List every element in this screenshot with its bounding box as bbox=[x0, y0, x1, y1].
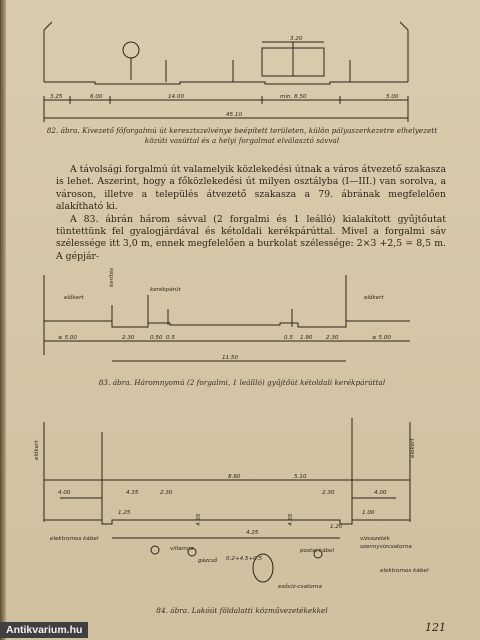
fig83-dim-total: 11.50 bbox=[222, 355, 239, 361]
fig83-dim-2: 2.30 bbox=[122, 335, 135, 341]
fig83-label-bike: kerékpárút bbox=[150, 287, 181, 293]
fig83-dim-5: 0.5 bbox=[284, 335, 293, 341]
page-number: 121 bbox=[425, 621, 446, 634]
fig84-label-tram: villamos bbox=[170, 546, 194, 552]
figure-84-caption: 84. ábra. Lakóút földalatti közművezetékekkel bbox=[156, 606, 328, 615]
fig83-dim-1: ≥ 5.00 bbox=[58, 335, 77, 341]
fig82-dim-tram: 3.20 bbox=[290, 36, 303, 42]
fig84-dim-7: 4.00 bbox=[374, 490, 387, 496]
fig84-label-right-vertical: előkert bbox=[410, 438, 416, 458]
watermark: Antikvarium.hu bbox=[0, 622, 88, 638]
figure-83-cross-section bbox=[0, 265, 480, 385]
fig83-label-curb: kerítés bbox=[109, 267, 115, 287]
fig83-dim-7: 2.30 bbox=[326, 335, 339, 341]
fig84-dim-5: 5.10 bbox=[294, 474, 307, 480]
fig84-label-gas: gázcső bbox=[198, 558, 218, 564]
fig84-label-drain: esővíz-csatorna bbox=[278, 584, 322, 590]
fig84-label-left-vertical: előkert bbox=[34, 440, 40, 460]
paragraph-2: A 83. ábrán három sávval (2 forgalmi és 1 leálló) kialakított gyűjtőutat tüntettünk fel gyalogjárdával és kétoldali kerékpárúttal. Mivel a forgalmi sáv szélessége itt 3,0 m, ennek megfelelően a burkolat szélessége: 2×3 +2,5 = 8,5 m. A gépjár- bbox=[56, 213, 446, 262]
fig82-dim-1: 3.25 bbox=[50, 94, 63, 100]
fig82-dim-total: 45.10 bbox=[226, 112, 243, 118]
fig84-dim-13: 0.2+4.5+0.5 bbox=[226, 556, 263, 562]
fig84-label-cable-left: elektromos kábel bbox=[50, 536, 99, 542]
fig83-dim-6: 1.90 bbox=[300, 335, 313, 341]
fig84-label-sewer: szennyvízcsatorna bbox=[360, 544, 412, 550]
paragraph-1: A távolsági forgalmú út valamelyik közlekedési útnak a város átvezető szakasza is lehet. Aszerint, hogy a főközlekedési út milyen osztályba (I—III.) van sorolva, a városon, illetve a település átvezető szakasza a 79. ábrának megfelelően alakítható ki. bbox=[56, 164, 446, 213]
fig83-dim-3: 0.50 bbox=[150, 335, 163, 341]
fig84-dim-11: 4.65 bbox=[288, 513, 294, 526]
fig82-dim-2: 6.00 bbox=[90, 94, 103, 100]
fig84-dim-12: 4.25 bbox=[246, 530, 259, 536]
fig84-dim-2: 4.35 bbox=[126, 490, 139, 496]
fig82-dim-4: min. 8.50 bbox=[280, 94, 307, 100]
fig83-label-sidewalk-left: előkert bbox=[64, 295, 84, 301]
figure-83-caption: 83. ábra. Háromnyomú (2 forgalmi, 1 leállló) gyűjtőút kétoldali kerékpárúttal bbox=[98, 378, 386, 387]
fig84-dim-6: 2.30 bbox=[322, 490, 335, 496]
fig84-dim-3: 2.30 bbox=[160, 490, 173, 496]
fig84-dim-4: 8.60 bbox=[228, 474, 241, 480]
fig84-dim-1: 4.00 bbox=[58, 490, 71, 496]
fig82-dim-5: 5.00 bbox=[386, 94, 399, 100]
fig84-label-right-cable: elektromos kábel bbox=[380, 568, 429, 574]
figure-82-caption: 82. ábra. Kivezető főforgalmú út keresztszelvénye beépített területen, külön pályaszerkezetre elhelyezett közúti vasúttal és a helyi forgalmat elválasztó sávval bbox=[46, 126, 438, 145]
fig84-label-water: vízvezeték bbox=[360, 536, 390, 542]
fig82-dim-3: 14.00 bbox=[168, 94, 185, 100]
fig83-dim-4: 0.5 bbox=[166, 335, 175, 341]
fig84-dim-14: 1.20 bbox=[330, 524, 343, 530]
fig84-label-phone: postai kábel bbox=[300, 548, 335, 554]
body-text bbox=[56, 164, 446, 263]
fig84-dim-10: 4.65 bbox=[196, 513, 202, 526]
fig84-dim-8: 1.25 bbox=[118, 510, 131, 516]
fig83-label-sidewalk-right: előkert bbox=[364, 295, 384, 301]
fig84-dim-9: 1.00 bbox=[362, 510, 375, 516]
fig83-dim-8: ≥ 5.00 bbox=[372, 335, 391, 341]
figure-82-cross-section bbox=[0, 0, 480, 140]
figure-84-cross-section bbox=[0, 402, 480, 602]
